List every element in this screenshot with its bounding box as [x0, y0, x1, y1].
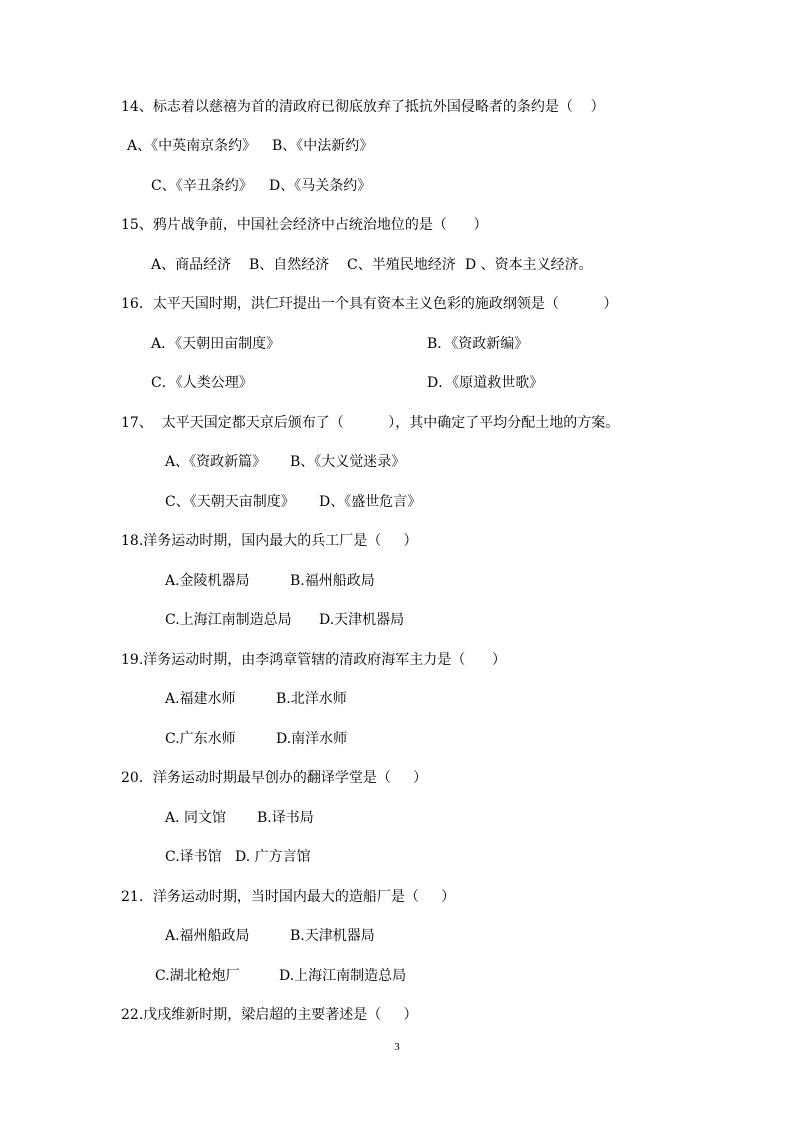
question-15-stem: 15、鸦片战争前，中国社会经济中占统治地位的是（ ）: [121, 217, 488, 233]
question-16-option-a: A．《天朝田亩制度》: [151, 336, 281, 352]
question-16-option-b: B．《资政新编》: [427, 336, 529, 352]
question-16-option-d: D．《原道救世歌》: [427, 375, 544, 391]
question-21-option-c: C.湖北枪炮厂: [155, 968, 240, 984]
question-18-stem: 18.洋务运动时期，国内最大的兵工厂是（ ）: [121, 533, 418, 549]
question-21-option-d: D.上海江南制造总局: [279, 968, 407, 984]
question-20-option-a: A. 同文馆: [165, 810, 227, 826]
question-20-option-d: D. 广方言馆: [235, 849, 311, 865]
question-15-option-d: D 、资本主义经济。: [465, 257, 593, 273]
question-16-stem: 16．太平天国时期，洪仁玕提出一个具有资本主义色彩的施政纲领是（ ）: [121, 296, 618, 312]
question-21-option-a: A.福州船政局: [165, 928, 250, 944]
question-14-option-d: D、《马关条约》: [269, 178, 372, 194]
question-14-option-b: B、《中法新约》: [272, 138, 374, 154]
question-17-stem: 17、 太平天国定都天京后颁布了（ ），其中确定了平均分配土地的方案。: [121, 415, 620, 431]
question-18-option-a: A.金陵机器局: [165, 573, 250, 589]
question-17-option-d: D、《盛世危言》: [319, 494, 422, 510]
question-16-option-c: C．《人类公理》: [151, 375, 253, 391]
question-21-stem: 21．洋务运动时期，当时国内最大的造船厂是（ ）: [121, 889, 456, 905]
question-14-stem: 14、标志着以慈禧为首的清政府已彻底放弃了抵抗外国侵略者的条约是（ ）: [121, 99, 605, 115]
question-18-option-d: D.天津机器局: [319, 612, 405, 628]
question-19-option-b: B.北洋水师: [276, 691, 347, 707]
question-17-option-a: A、《资政新篇》: [165, 454, 267, 470]
question-15-option-a: A、商品经济: [151, 257, 232, 273]
question-19-option-d: D.南洋水师: [276, 731, 348, 747]
question-15-option-b: B、自然经济: [249, 257, 330, 273]
question-14-option-a: A、《中英南京条约》: [127, 138, 257, 154]
question-22-stem: 22.戊戌维新时期，梁启超的主要著述是（ ）: [121, 1007, 418, 1023]
question-19-option-a: A.福建水师: [165, 691, 236, 707]
question-19-stem: 19.洋务运动时期，由李鸿章管辖的清政府海军主力是（ ）: [121, 652, 506, 668]
question-19-option-c: C.广东水师: [165, 731, 236, 747]
question-18-option-b: B.福州船政局: [290, 573, 375, 589]
question-18-option-c: C.上海江南制造总局: [165, 612, 292, 628]
question-14-option-c: C、《辛丑条约》: [151, 178, 253, 194]
page-number: 3: [394, 1041, 400, 1053]
question-15-option-c: C、半殖民地经济: [347, 257, 456, 273]
question-17-option-b: B、《大义觉迷录》: [290, 454, 406, 470]
question-17-option-c: C、《天朝天亩制度》: [165, 494, 295, 510]
question-20-option-b: B.译书局: [257, 810, 314, 826]
question-21-option-b: B.天津机器局: [290, 928, 375, 944]
question-20-stem: 20．洋务运动时期最早创办的翻译学堂是（ ）: [121, 770, 428, 786]
question-20-option-c: C.译书馆: [165, 849, 222, 865]
